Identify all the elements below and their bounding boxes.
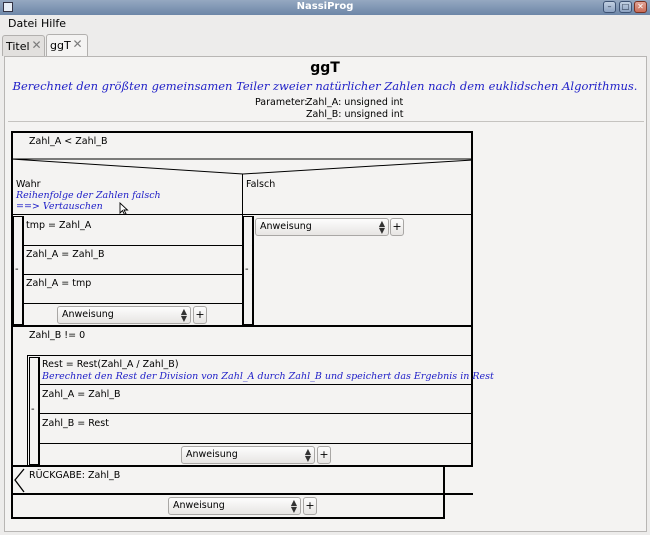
false-block-dash: - xyxy=(245,264,249,275)
true-label: Wahr xyxy=(16,179,41,190)
if-bottom xyxy=(11,325,473,327)
true-statement-type-select[interactable] xyxy=(57,306,191,324)
spin-arrows-icon: ▲ ▼ xyxy=(304,447,311,463)
menu-hilfe[interactable]: Hilfe xyxy=(41,17,67,30)
return-bottom xyxy=(11,493,473,495)
loop-row-divider-3 xyxy=(39,443,473,444)
loop-bottom xyxy=(11,465,473,467)
tab-ggt-label: ggT xyxy=(50,39,71,52)
statement-zahl-a-zahl-b[interactable]: Zahl_A = Zahl_B xyxy=(26,249,105,260)
loop-body-left xyxy=(39,357,40,466)
maximize-button[interactable]: □ xyxy=(619,1,632,13)
true-block-left xyxy=(23,216,24,326)
return-chevron-icon xyxy=(12,467,26,494)
main-select-value: Anweisung xyxy=(173,500,225,511)
loop-statement-type-select[interactable] xyxy=(181,446,315,464)
minimize-button[interactable]: – xyxy=(603,1,616,13)
return-statement[interactable]: RÜCKGABE: Zahl_B xyxy=(29,470,121,481)
main-statement-type-select[interactable] xyxy=(168,497,301,515)
parameter-zahl-a[interactable]: Zahl_A: unsigned int xyxy=(306,97,404,108)
true-row-divider-2 xyxy=(23,274,242,275)
loop-row-divider-1 xyxy=(39,384,473,385)
true-row-divider-3 xyxy=(23,303,242,304)
loop-select-value: Anweisung xyxy=(186,449,238,460)
program-title[interactable]: ggT xyxy=(310,60,340,76)
if-header-bottom xyxy=(11,214,473,215)
tab-bar xyxy=(0,33,650,56)
spin-arrows-icon: ▲ ▼ xyxy=(180,307,187,323)
frame-bottom xyxy=(11,517,445,519)
tab-ggt-close-icon[interactable]: ✕ xyxy=(72,37,83,51)
true-select-value: Anweisung xyxy=(62,309,114,320)
true-row-divider-1 xyxy=(23,245,242,246)
loop-block-dash: - xyxy=(31,404,35,415)
header-divider xyxy=(8,121,644,122)
false-block-left xyxy=(253,216,254,326)
if-condition[interactable]: Zahl_A < Zahl_B xyxy=(29,136,108,147)
menu-datei[interactable]: Datei xyxy=(8,17,38,30)
frame-right xyxy=(471,131,473,467)
statement-tmp[interactable]: tmp = Zahl_A xyxy=(26,220,92,231)
program-description[interactable]: Berechnet den größten gemeinsamen Teiler zweier natürlicher Zahlen nach dem euklidschen Algorithmus. xyxy=(12,79,638,93)
mouse-pointer-icon xyxy=(119,202,129,216)
frame-top xyxy=(11,131,473,133)
loop-row-divider-2 xyxy=(39,413,473,414)
title-bar xyxy=(0,0,650,16)
false-select-value: Anweisung xyxy=(260,221,312,232)
true-comment-line-1: Reihenfolge der Zahlen falsch xyxy=(16,190,161,201)
loop-body-left-outer xyxy=(27,355,28,466)
false-label: Falsch xyxy=(246,179,276,190)
tab-titel-close-icon[interactable]: ✕ xyxy=(31,38,42,52)
true-block-dash: - xyxy=(15,264,19,275)
loop-add-statement-button[interactable]: + xyxy=(317,446,331,464)
true-comment-line-2: ==> Vertauschen xyxy=(16,201,103,212)
parameter-label: Parameter: xyxy=(255,97,308,108)
spin-arrows-icon: ▲ ▼ xyxy=(290,498,297,514)
statement-zahl-a-tmp[interactable]: Zahl_A = tmp xyxy=(26,278,92,289)
statement-loop-zahl-a[interactable]: Zahl_A = Zahl_B xyxy=(42,389,121,400)
false-add-statement-button[interactable]: + xyxy=(390,218,404,236)
tab-ggt[interactable] xyxy=(46,34,88,57)
false-statement-type-select[interactable] xyxy=(255,218,389,236)
statement-rest[interactable]: Rest = Rest(Zahl_A / Zahl_B) xyxy=(42,359,179,370)
loop-comment: Berechnet den Rest der Division von Zahl_A durch Zahl_B und speichert das Ergebnis in Rest xyxy=(42,371,494,382)
true-add-statement-button[interactable]: + xyxy=(193,306,207,324)
loop-body-top xyxy=(27,355,473,356)
statement-loop-zahl-b[interactable]: Zahl_B = Rest xyxy=(42,418,109,429)
close-window-button[interactable]: ✕ xyxy=(634,1,647,13)
window-title: NassiProg xyxy=(296,1,354,12)
tab-titel[interactable] xyxy=(2,35,45,56)
main-add-statement-button[interactable]: + xyxy=(303,497,317,515)
while-condition[interactable]: Zahl_B != 0 xyxy=(29,330,86,341)
spin-arrows-icon: ▲ ▼ xyxy=(378,219,385,235)
menu-bar xyxy=(0,15,650,33)
tab-titel-label: Titel xyxy=(6,40,30,53)
parameter-zahl-b[interactable]: Zahl_B: unsigned int xyxy=(306,109,404,120)
